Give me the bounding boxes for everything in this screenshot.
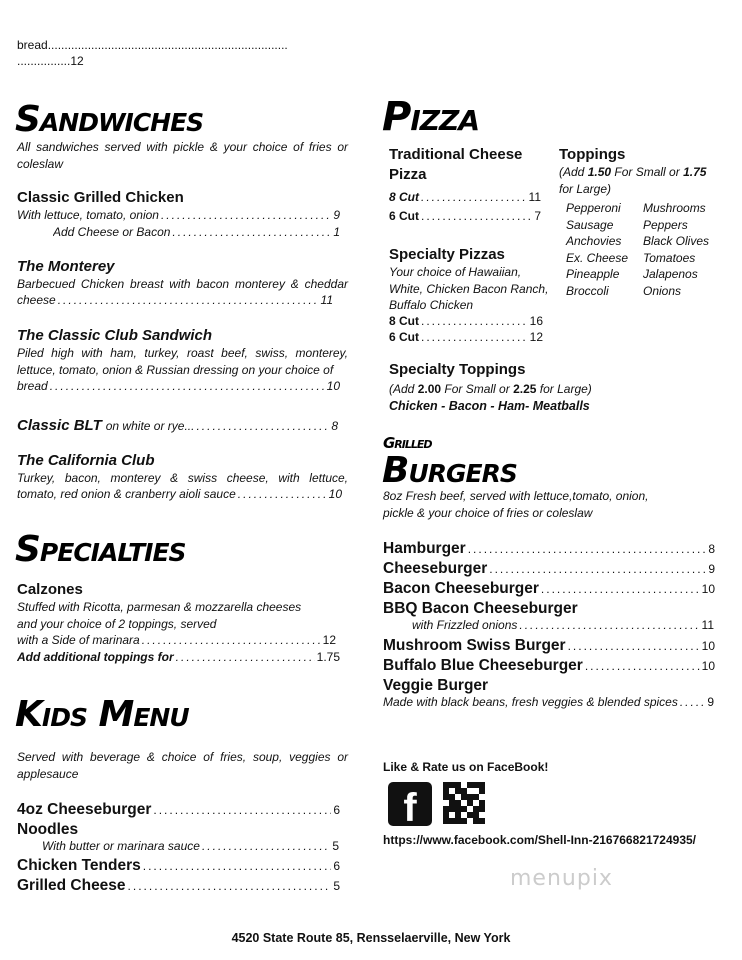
topping: Sausage bbox=[566, 217, 614, 232]
dot-leader bbox=[468, 540, 707, 559]
item-price: 9 bbox=[333, 208, 340, 222]
item-name: Mushroom Swiss Burger bbox=[383, 637, 566, 654]
item-price: 7 bbox=[534, 209, 541, 223]
menu-row bbox=[17, 649, 340, 666]
item-name: Classic BLT bbox=[17, 417, 102, 434]
menu-row bbox=[17, 632, 336, 649]
text: (Add bbox=[559, 165, 588, 179]
item-price: 10 bbox=[701, 659, 715, 673]
carryover-line-1: bread........................................................................ bbox=[17, 38, 288, 52]
item-price: 10 bbox=[326, 379, 340, 393]
dot-leader bbox=[196, 418, 329, 435]
small-price: 2.00 bbox=[417, 382, 442, 396]
item-desc: bread bbox=[17, 379, 48, 393]
item-price: 5 bbox=[332, 839, 339, 853]
item-desc: Turkey, bacon, monterey & swiss cheese, with lettuce, bbox=[17, 471, 348, 485]
topping: Peppers bbox=[643, 217, 688, 232]
item-price: 10 bbox=[701, 639, 715, 653]
grilled-heading: Grilled bbox=[383, 434, 432, 452]
dot-leader bbox=[421, 314, 528, 328]
item-price: 10 bbox=[328, 487, 342, 501]
burgers-desc: pickle & your choice of fries or coleslaw bbox=[383, 506, 593, 520]
menu-row bbox=[17, 800, 340, 820]
dot-leader bbox=[176, 649, 315, 666]
topping: Jalapenos bbox=[643, 267, 698, 281]
menu-row bbox=[17, 292, 333, 309]
specialty-toppings-pricing bbox=[389, 381, 592, 398]
dot-leader bbox=[50, 378, 325, 395]
item-price: 12 bbox=[322, 633, 336, 647]
topping: Onions bbox=[643, 283, 682, 298]
item-desc: Piled high with ham, turkey, roast beef, swiss, monterey, lettuce, tomato, onion & Russian dressing on your choice of bbox=[17, 346, 348, 377]
item-name: 4oz Cheeseburger bbox=[17, 801, 152, 818]
toppings-pricing bbox=[559, 164, 719, 197]
item-desc: Barbecued Chicken breast with bacon monterey & cheddar bbox=[17, 277, 348, 291]
menu-row bbox=[389, 330, 543, 344]
menu-row bbox=[383, 579, 715, 599]
text: (Add bbox=[389, 382, 418, 396]
cut-label: 6 Cut bbox=[389, 330, 419, 344]
item-desc: on white or rye... bbox=[105, 419, 195, 433]
topping: Pineapple bbox=[566, 267, 620, 281]
menu-row bbox=[383, 539, 715, 559]
item-price: 9 bbox=[707, 695, 714, 709]
carryover-line-2: ................12 bbox=[17, 54, 84, 68]
topping: Tomatoes bbox=[643, 250, 696, 265]
dot-leader bbox=[142, 632, 321, 649]
dot-leader bbox=[161, 207, 331, 224]
item-price: 10 bbox=[701, 582, 715, 596]
menu-row bbox=[389, 314, 543, 328]
specialty-toppings-list: Chicken - Bacon - Ham- Meatballs bbox=[389, 399, 590, 413]
dot-leader bbox=[153, 801, 331, 820]
menu-row bbox=[53, 224, 340, 241]
menu-row bbox=[17, 876, 340, 896]
item-name: Buffalo Blue Cheeseburger bbox=[383, 657, 583, 674]
item-name: Classic Grilled Chicken bbox=[17, 189, 184, 206]
menu-row bbox=[389, 209, 541, 223]
topping: Ex. Cheese bbox=[566, 250, 629, 265]
dot-leader bbox=[421, 209, 532, 223]
sandwiches-subtitle: All sandwiches served with pickle & your choice of fries or coleslaw bbox=[17, 140, 348, 171]
item-desc: with a Side of marinara bbox=[17, 633, 140, 647]
cut-label: 8 Cut bbox=[389, 190, 419, 204]
dot-leader bbox=[238, 486, 327, 503]
item-desc: tomato, red onion & cranberry aioli sauce bbox=[17, 487, 236, 501]
kids-menu-heading: Kids Menu bbox=[15, 694, 189, 735]
kids-subtitle: Served with beverage & choice of fries, soup, veggies or applesauce bbox=[17, 750, 348, 781]
footer-address: 4520 State Route 85, Rensselaerville, New York bbox=[231, 931, 511, 945]
menu-row bbox=[17, 486, 342, 503]
large-price: 2.25 bbox=[513, 382, 537, 396]
item-desc: White, Chicken Bacon Ranch, bbox=[389, 282, 549, 296]
dot-leader bbox=[568, 637, 700, 656]
item-price: 1 bbox=[333, 225, 340, 239]
topping: Broccoli bbox=[566, 283, 609, 298]
item-desc: Stuffed with Ricotta, parmesan & mozzarella cheeses bbox=[17, 600, 302, 614]
dot-leader bbox=[143, 857, 332, 876]
dot-leader bbox=[585, 657, 700, 676]
dot-leader bbox=[421, 189, 527, 206]
item-price: 9 bbox=[708, 562, 715, 576]
item-name: Traditional Cheese bbox=[389, 146, 523, 163]
item-price: 6 bbox=[333, 803, 340, 817]
dot-leader bbox=[202, 838, 330, 855]
topping: Anchovies bbox=[566, 234, 622, 248]
menu-row bbox=[383, 694, 714, 711]
item-name: Veggie Burger bbox=[383, 677, 489, 694]
menu-row bbox=[42, 838, 339, 855]
facebook-icon[interactable]: f bbox=[388, 782, 432, 826]
item-price: 8 bbox=[331, 419, 338, 433]
item-desc: Add Cheese or Bacon bbox=[53, 225, 171, 239]
menu-row bbox=[17, 378, 340, 395]
item-desc: Made with black beans, fresh veggies & blended spices bbox=[383, 695, 678, 709]
item-desc: Add additional toppings for bbox=[17, 650, 174, 664]
menu-row bbox=[383, 656, 715, 676]
cut-label: 6 Cut bbox=[389, 209, 419, 223]
menupix-watermark: menupix bbox=[510, 866, 613, 891]
item-name: Hamburger bbox=[383, 540, 466, 557]
item-name: Calzones bbox=[17, 581, 83, 598]
item-price: 8 bbox=[708, 542, 715, 556]
item-desc: Your choice of Hawaiian, bbox=[389, 265, 522, 279]
topping: Black Olives bbox=[643, 234, 710, 248]
dot-leader bbox=[128, 877, 332, 896]
facebook-url[interactable]: https://www.facebook.com/Shell-Inn-216766821724935/ bbox=[383, 833, 697, 847]
item-price: 5 bbox=[333, 879, 340, 893]
dot-leader bbox=[519, 617, 699, 634]
toppings-title: Toppings bbox=[559, 146, 626, 163]
item-price: 6 bbox=[333, 859, 340, 873]
item-desc: With lettuce, tomato, onion bbox=[17, 208, 159, 222]
item-name: Cheeseburger bbox=[383, 560, 488, 577]
text: for Large) bbox=[559, 181, 612, 196]
pizza-heading: Pizza bbox=[382, 94, 480, 140]
dot-leader bbox=[541, 580, 700, 599]
topping: Pepperoni bbox=[566, 201, 621, 215]
item-name: Chicken Tenders bbox=[17, 857, 141, 874]
cut-label: 8 Cut bbox=[389, 314, 419, 328]
topping: Mushrooms bbox=[643, 201, 706, 215]
qr-code-icon[interactable] bbox=[443, 782, 485, 824]
item-name: Grilled Cheese bbox=[17, 877, 126, 894]
burgers-desc: 8oz Fresh beef, served with lettuce,tomato, onion, bbox=[383, 489, 649, 503]
dot-leader bbox=[680, 694, 705, 711]
small-price: 1.50 bbox=[587, 165, 612, 179]
menu-row bbox=[17, 207, 340, 224]
item-price: 16 bbox=[529, 314, 543, 328]
menu-row bbox=[383, 636, 715, 656]
dot-leader bbox=[489, 560, 706, 579]
item-price: 11 bbox=[528, 190, 541, 204]
item-name: Noodles bbox=[17, 821, 79, 838]
menu-row bbox=[17, 417, 338, 435]
text: for Large) bbox=[536, 382, 592, 396]
dot-leader bbox=[58, 292, 319, 309]
item-name: The Classic Club Sandwich bbox=[17, 327, 213, 344]
item-name: Bacon Cheeseburger bbox=[383, 580, 539, 597]
item-name: The California Club bbox=[17, 452, 155, 469]
menu-row bbox=[389, 189, 541, 206]
specialties-heading: Specialties bbox=[15, 529, 186, 570]
menu-row bbox=[412, 617, 714, 634]
menu-row bbox=[17, 856, 340, 876]
item-desc: With butter or marinara sauce bbox=[42, 839, 200, 853]
item-name: Specialty Pizzas bbox=[389, 246, 505, 263]
dot-leader bbox=[421, 330, 528, 344]
item-desc: and your choice of 2 toppings, served bbox=[17, 617, 217, 631]
item-desc: Buffalo Chicken bbox=[389, 298, 474, 312]
item-name: Pizza bbox=[389, 166, 427, 183]
facebook-cta: Like & Rate us on FaceBook! bbox=[383, 760, 549, 774]
sandwiches-heading: Sandwiches bbox=[15, 99, 204, 140]
item-price: 12 bbox=[529, 330, 543, 344]
toppings-column-1 bbox=[566, 200, 628, 299]
text: For Small or bbox=[441, 382, 514, 396]
item-desc: cheese bbox=[17, 293, 56, 307]
item-name: BBQ Bacon Cheeseburger bbox=[383, 600, 578, 617]
item-price: 11 bbox=[701, 618, 714, 632]
item-price: 1.75 bbox=[316, 650, 340, 664]
text: For Small or bbox=[611, 165, 684, 179]
dot-leader bbox=[172, 224, 331, 241]
item-desc: with Frizzled onions bbox=[412, 618, 518, 632]
item-name: Specialty Toppings bbox=[389, 361, 526, 378]
item-name: The Monterey bbox=[17, 258, 115, 275]
item-price: 11 bbox=[320, 293, 333, 307]
large-price: 1.75 bbox=[683, 165, 707, 179]
burgers-heading: Burgers bbox=[382, 450, 517, 491]
toppings-column-2 bbox=[643, 200, 709, 299]
menu-row bbox=[383, 559, 715, 579]
